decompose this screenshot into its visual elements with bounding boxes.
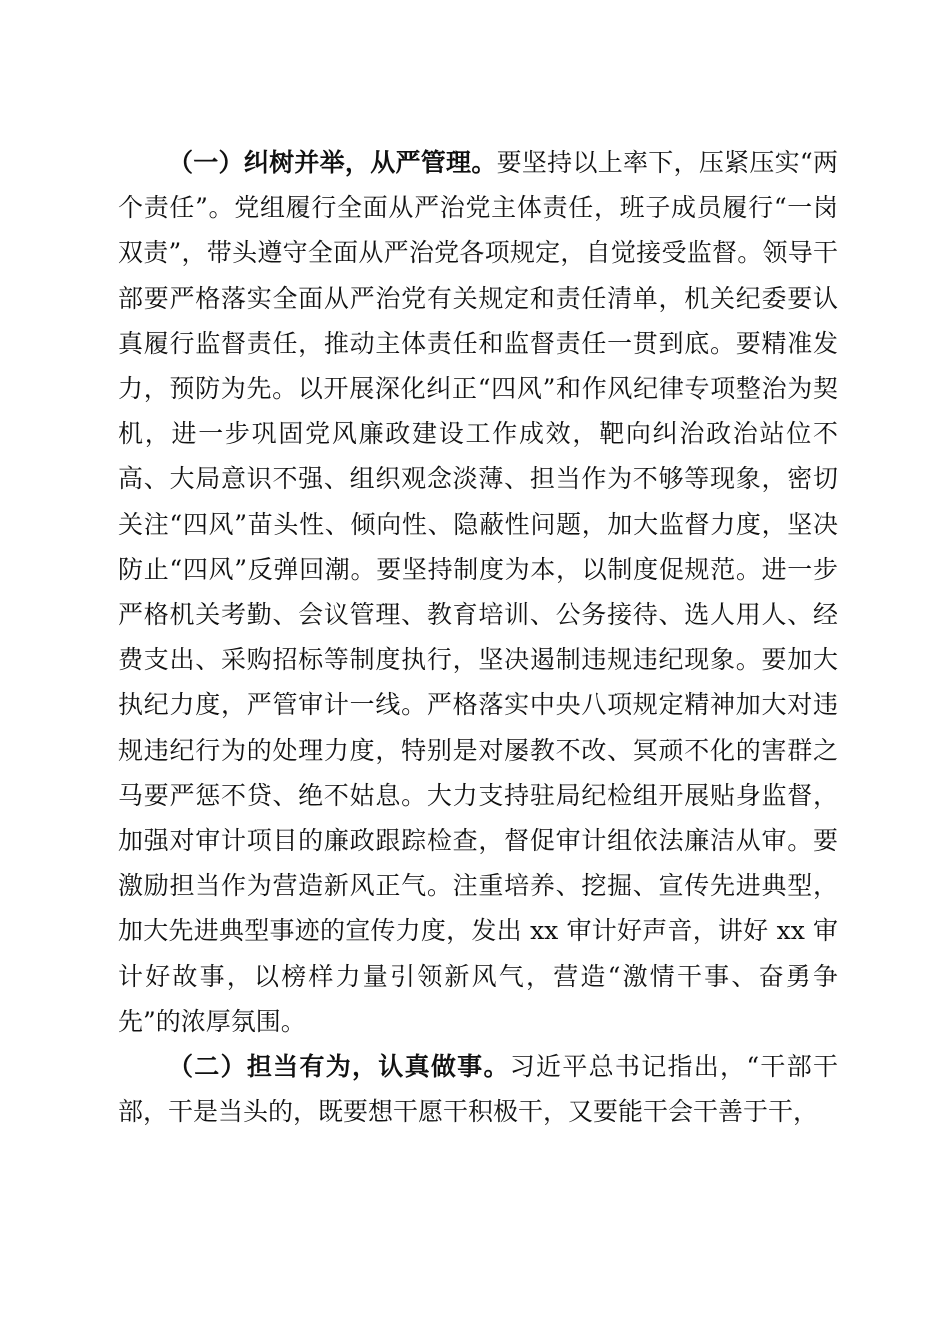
paragraph-1-heading: （一）纠树并举，从严管理。 — [168, 148, 497, 177]
paragraph-2 — [118, 1044, 838, 1134]
paragraph-2-text: 习近平总书记指出，“干部干部，干是当头的，既要想干愿干积极干，又要能干会干善于干， — [118, 1052, 838, 1127]
document-body — [118, 140, 838, 1134]
paragraph-1 — [118, 140, 838, 1044]
paragraph-2-heading: （二）担当有为，认真做事。 — [168, 1052, 510, 1082]
paragraph-1-text: 要坚持以上率下，压紧压实“两个责任”。党组履行全面从严治党主体责任，班子成员履行“一岗双责”，带头遵守全面从严治党各项规定，自觉接受监督。领导干部要严格落实全面从严治党有关规定和责任清单，机关纪委要认真履行监督责任，推动主体责任和监督责任一贯到底。要精准发力，预防为先。以开展深化纠正“四风”和作风纪律专项整治为契机，进一步巩固党风廉政建设工作成效，靶向纠治政治站位不高、大局意识不强、组织观念淡薄、担当作为不够等现象，密切关注“四风”苗头性、倾向性、隐蔽性问题，加大监督力度，坚决防止“四风”反弹回潮。要坚持制度为本，以制度促规范。进一步严格机关考勤、会议管理、教育培训、公务接待、选人用人、经费支出、采购招标等制度执行，坚决遏制违规违纪现象。要加大执纪力度，严管审计一线。严格落实中央八项规定精神加大对违规违纪行为的处理力度，特别是对屡教不改、冥顽不化的害群之马要严惩不贷、绝不姑息。大力支持驻局纪检组开展贴身监督，加强对审计项目的廉政跟踪检查，督促审计组依法廉洁从审。要激励担当作为营造新风正气。注重培养、挖掘、宣传先进典型，加大先进典型事迹的宣传力度，发出 xx 审计好声音，讲好 xx 审计好故事，以榜样力量引领新风气，营造“激情干事、奋勇争先”的浓厚氛围。 — [118, 148, 838, 1036]
